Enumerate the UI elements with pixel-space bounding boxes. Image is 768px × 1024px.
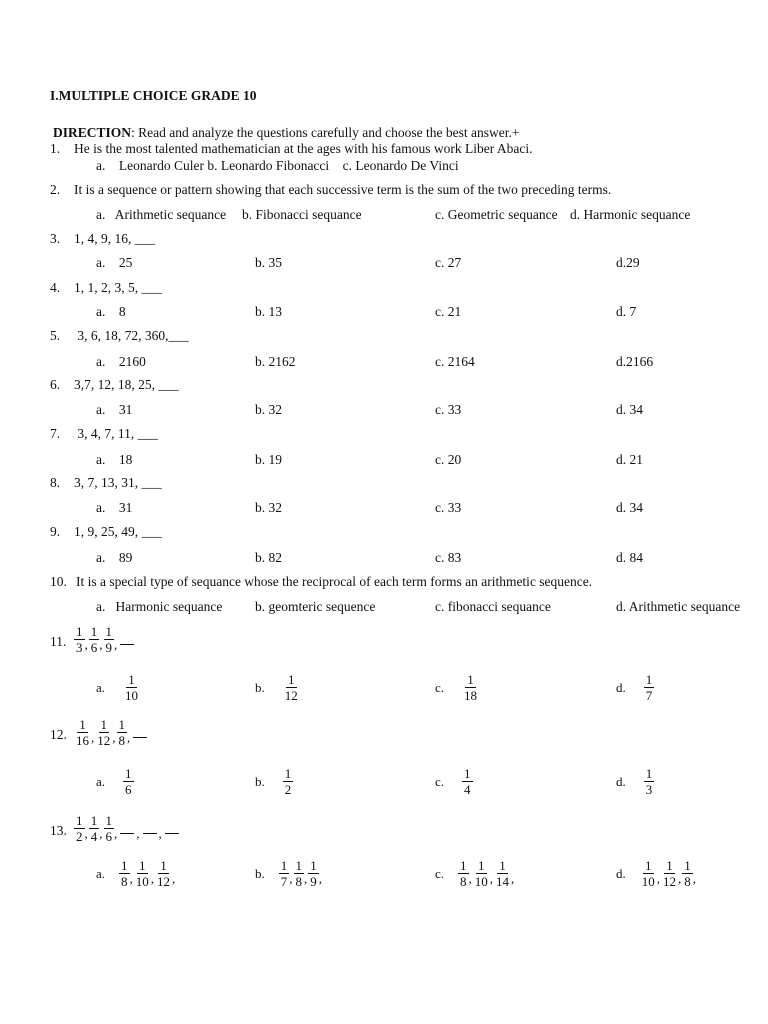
option-label: c.: [435, 679, 445, 695]
question-11-option-b[interactable]: [255, 673, 300, 702]
q12-term-3: [117, 717, 131, 748]
question-5-option-a[interactable]: a. 2160: [96, 354, 146, 369]
q11-term-2: [89, 624, 103, 655]
q13-opt-b-frac-3: [308, 859, 319, 888]
q12-opt-d-frac: [644, 767, 655, 796]
q11-opt-d-frac-denominator: 7: [645, 688, 653, 703]
comma-separator: ,: [318, 870, 322, 886]
question-5-option-b[interactable]: b. 2162: [255, 354, 296, 369]
comma-separator: ,: [136, 825, 140, 841]
question-8-option-d[interactable]: d. 34: [616, 500, 643, 515]
question-8-option-c[interactable]: c. 33: [435, 500, 462, 515]
answer-blank: [120, 833, 134, 834]
question-8-number: 8.: [50, 475, 61, 490]
q13-opt-d-frac-1-denominator: 10: [641, 874, 655, 889]
question-10-option-d[interactable]: d. Arithmetic sequance: [616, 599, 741, 614]
question-8-option-b[interactable]: b. 32: [255, 500, 282, 515]
question-4-number: 4.: [50, 280, 61, 295]
question-2-option-d[interactable]: d. Harmonic sequance: [570, 207, 691, 222]
comma-separator: ,: [84, 825, 88, 841]
question-6-text: 3,7, 12, 18, 25, ___: [74, 377, 179, 392]
question-2-option-b[interactable]: b. Fibonacci sequance: [242, 207, 362, 222]
comma-separator: ,: [172, 870, 176, 886]
q13-term-3: [104, 813, 118, 844]
question-13-number: 13.: [50, 823, 67, 838]
q13-opt-a-frac-1: [119, 859, 130, 888]
question-4-option-c[interactable]: c. 21: [435, 304, 462, 319]
question-5-text: 3, 6, 18, 72, 360,___: [74, 328, 189, 343]
question-5-number: 5.: [50, 328, 61, 343]
option-label: c.: [435, 865, 445, 881]
comma-separator: ,: [304, 870, 308, 886]
question-3-number: 3.: [50, 231, 61, 246]
comma-separator: ,: [692, 870, 696, 886]
comma-separator: ,: [84, 636, 88, 652]
q13-opt-c-frac-3: [494, 859, 511, 888]
q13-opt-c-frac-3-denominator: 14: [496, 874, 510, 889]
question-4-option-b[interactable]: b. 13: [255, 304, 282, 319]
option-label: b.: [255, 679, 265, 695]
q11-opt-b-frac-denominator: 12: [284, 688, 298, 703]
comma-separator: ,: [99, 825, 103, 841]
comma-separator: ,: [91, 729, 95, 745]
direction-label: DIRECTION: [53, 125, 132, 140]
option-label: d.: [616, 679, 626, 695]
question-2-option-c[interactable]: c. Geometric sequance: [435, 207, 558, 222]
question-10-option-c[interactable]: c. fibonacci sequance: [435, 599, 551, 614]
q13-opt-c-frac-3-numerator: 1: [499, 858, 506, 873]
question-11-sequence: [74, 625, 136, 654]
q12-opt-d-frac-denominator: 3: [645, 782, 653, 797]
question-1-text: He is the most talented mathematician at the ages with his famous work Liber Abaci.: [74, 141, 533, 156]
question-2-number: 2.: [50, 182, 61, 197]
q12-term-3-numerator: 1: [118, 717, 125, 732]
q13-opt-d-frac-2: [661, 859, 678, 888]
option-label: b.: [255, 773, 265, 789]
question-7-number: 7.: [50, 426, 61, 441]
q11-opt-c-frac-denominator: 18: [464, 688, 478, 703]
question-7-option-a[interactable]: a. 18: [96, 452, 133, 467]
question-9-option-b[interactable]: b. 82: [255, 550, 282, 565]
question-13-option-c[interactable]: [435, 859, 515, 888]
q11-opt-a-frac-denominator: 10: [125, 688, 139, 703]
question-12-option-a[interactable]: [96, 767, 134, 796]
question-11-option-d[interactable]: [616, 673, 654, 702]
comma-separator: ,: [656, 870, 660, 886]
q12-opt-b-frac: [283, 767, 294, 796]
option-label: b.: [255, 865, 265, 881]
option-label: a.: [96, 679, 106, 695]
q13-opt-b-frac-2-numerator: 1: [295, 858, 302, 873]
question-3-option-b[interactable]: b. 35: [255, 255, 282, 270]
q13-opt-a-frac-2-numerator: 1: [139, 858, 146, 873]
direction-text: : Read and analyze the questions carefully and choose the best answer.+: [131, 125, 520, 140]
q13-opt-c-frac-1-denominator: 8: [460, 874, 467, 889]
question-10-number: 10.: [50, 574, 67, 589]
question-7-text: 3, 4, 7, 11, ___: [74, 426, 158, 441]
option-label: c.: [435, 773, 445, 789]
q12-opt-a-frac: [123, 767, 134, 796]
option-label: a.: [96, 865, 106, 881]
q13-term-1: [74, 814, 85, 843]
question-12-option-b[interactable]: [255, 767, 293, 796]
q11-opt-d-frac: [644, 673, 655, 702]
question-3-option-c[interactable]: c. 27: [435, 255, 462, 270]
q12-term-3-denominator: 8: [118, 733, 125, 748]
q11-term-2-denominator: 6: [90, 640, 98, 655]
answer-blank: [143, 833, 157, 834]
question-6-option-d[interactable]: d. 34: [616, 402, 643, 417]
comma-separator: ,: [678, 870, 682, 886]
question-11-number: 11.: [50, 634, 67, 649]
comma-separator: ,: [112, 729, 116, 745]
q11-opt-c-frac-numerator: 1: [467, 672, 474, 687]
question-13-option-b[interactable]: [255, 859, 323, 888]
q12-term-1-denominator: 16: [76, 733, 89, 748]
q12-opt-d-frac-numerator: 1: [645, 766, 653, 781]
q12-opt-a-frac-numerator: 1: [125, 766, 132, 781]
q12-term-1: [74, 718, 91, 747]
question-5-option-c[interactable]: c. 2164: [435, 354, 475, 369]
question-3-option-a[interactable]: a. 25: [96, 255, 133, 270]
q11-term-1-denominator: 3: [76, 640, 83, 655]
q11-opt-a-frac: [123, 673, 140, 702]
question-11-option-c[interactable]: [435, 673, 479, 702]
q13-opt-d-frac-2-numerator: 1: [666, 858, 673, 873]
q13-opt-a-frac-2-denominator: 10: [135, 874, 149, 889]
question-12-number: 12.: [50, 727, 67, 742]
answer-blank: [165, 833, 179, 834]
question-7-option-c[interactable]: c. 20: [435, 452, 462, 467]
q12-term-2-denominator: 12: [97, 733, 111, 748]
question-13-option-a[interactable]: [96, 859, 176, 888]
question-8-option-a[interactable]: a. 31: [96, 500, 133, 515]
q13-term-3-denominator: 6: [105, 829, 112, 844]
q12-opt-c-frac-denominator: 4: [464, 782, 471, 797]
q13-opt-a-frac-3-numerator: 1: [160, 858, 167, 873]
q12-opt-c-frac: [462, 767, 473, 796]
q13-term-1-numerator: 1: [76, 813, 83, 828]
question-13-sequence: [74, 814, 181, 843]
q13-opt-c-frac-1: [458, 859, 469, 888]
comma-separator: ,: [129, 870, 133, 886]
q11-opt-b-frac: [283, 673, 300, 702]
q13-opt-b-frac-2-denominator: 8: [295, 874, 302, 889]
q11-term-1: [74, 625, 85, 654]
q12-term-1-numerator: 1: [79, 717, 86, 732]
comma-separator: ,: [150, 870, 155, 886]
q11-opt-d-frac-numerator: 1: [645, 672, 653, 687]
question-7-option-b[interactable]: b. 19: [255, 452, 282, 467]
q13-opt-d-frac-2-denominator: 12: [663, 874, 676, 889]
question-9-option-a[interactable]: a. 89: [96, 550, 133, 565]
comma-separator: ,: [289, 870, 293, 886]
q13-opt-d-frac-3: [682, 859, 693, 888]
question-3-text: 1, 4, 9, 16, ___: [74, 231, 155, 246]
question-12-option-c[interactable]: [435, 767, 473, 796]
q12-opt-b-frac-numerator: 1: [284, 766, 292, 781]
question-12-sequence: [74, 718, 149, 747]
question-4-text: 1, 1, 2, 3, 5, ___: [74, 280, 162, 295]
comma-separator: ,: [489, 870, 494, 886]
q12-opt-b-frac-denominator: 2: [284, 782, 292, 797]
q11-term-3-denominator: 9: [105, 640, 112, 655]
question-3-option-d[interactable]: d.29: [616, 255, 640, 270]
question-1-number: 1.: [50, 141, 61, 156]
q13-opt-c-frac-2: [473, 859, 490, 888]
question-1-options: a. Leonardo Culer b. Leonardo Fibonacci c. Leonardo De Vinci: [96, 158, 459, 173]
q11-term-1-numerator: 1: [76, 624, 83, 639]
q13-opt-d-frac-3-numerator: 1: [684, 858, 691, 873]
direction-line: [53, 126, 520, 140]
q13-term-2-denominator: 4: [90, 829, 98, 844]
q13-opt-d-frac-1: [640, 859, 657, 888]
q13-opt-c-frac-1-numerator: 1: [460, 858, 467, 873]
question-4-option-a[interactable]: a. 8: [96, 304, 126, 319]
page-title: I.MULTIPLE CHOICE GRADE 10: [50, 88, 257, 103]
question-8-text: 3, 7, 13, 31, ___: [74, 475, 162, 490]
question-6-option-b[interactable]: b. 32: [255, 402, 282, 417]
q13-opt-b-frac-1: [279, 858, 293, 889]
q13-opt-b-frac-2: [294, 858, 308, 889]
q13-opt-a-frac-1-numerator: 1: [121, 858, 128, 873]
q13-opt-a-frac-1-denominator: 8: [121, 874, 128, 889]
comma-separator: ,: [127, 729, 131, 745]
comma-separator: ,: [114, 825, 118, 841]
q13-opt-b-frac-1-denominator: 7: [280, 874, 288, 889]
q13-opt-a-frac-2: [134, 859, 151, 888]
question-10-text: It is a special type of sequance whose the reciprocal of each term forms an arithmetic sequence.: [76, 574, 593, 589]
comma-separator: ,: [99, 636, 103, 652]
q13-opt-c-frac-2-numerator: 1: [478, 858, 485, 873]
q11-term-3: [104, 624, 118, 655]
comma-separator: ,: [158, 825, 162, 841]
answer-blank: [133, 737, 147, 738]
question-13-option-d[interactable]: [616, 859, 697, 888]
q11-term-2-numerator: 1: [90, 624, 98, 639]
question-6-option-a[interactable]: a. 31: [96, 402, 133, 417]
option-label: a.: [96, 773, 106, 789]
question-9-number: 9.: [50, 524, 61, 539]
question-9-option-d[interactable]: d. 84: [616, 550, 643, 565]
q12-term-2: [95, 718, 112, 747]
question-10-option-a[interactable]: a. Harmonic sequance: [96, 599, 223, 614]
question-4-option-d[interactable]: d. 7: [616, 304, 637, 319]
q13-opt-a-frac-3: [155, 859, 172, 888]
q12-opt-c-frac-numerator: 1: [464, 766, 471, 781]
q13-opt-b-frac-3-numerator: 1: [310, 858, 317, 873]
q11-opt-c-frac: [462, 673, 479, 702]
q13-opt-c-frac-2-denominator: 10: [474, 874, 488, 889]
question-2-text: It is a sequence or pattern showing that each successive term is the sum of the two preceding terms.: [74, 182, 612, 197]
question-10-option-b[interactable]: b. geomteric sequence: [255, 599, 376, 614]
question-11-option-a[interactable]: [96, 673, 140, 702]
q13-term-2-numerator: 1: [90, 813, 98, 828]
answer-blank: [120, 644, 134, 645]
question-5-option-d[interactable]: d.2166: [616, 354, 654, 369]
option-label: d.: [616, 865, 626, 881]
q13-opt-a-frac-3-denominator: 12: [157, 874, 171, 889]
question-2-option-a[interactable]: a. Arithmetic sequance: [96, 207, 227, 222]
comma-separator: ,: [114, 636, 118, 652]
option-label: d.: [616, 773, 626, 789]
question-9-text: 1, 9, 25, 49, ___: [74, 524, 162, 539]
q12-opt-a-frac-denominator: 6: [125, 782, 132, 797]
question-12-option-d[interactable]: [616, 767, 654, 796]
q13-term-2: [89, 813, 103, 844]
q12-term-2-numerator: 1: [100, 717, 107, 732]
q13-opt-b-frac-3-denominator: 9: [310, 874, 317, 889]
q13-term-1-denominator: 2: [76, 829, 83, 844]
question-6-number: 6.: [50, 377, 61, 392]
q13-term-3-numerator: 1: [105, 813, 112, 828]
q13-opt-d-frac-1-numerator: 1: [645, 858, 652, 873]
q13-opt-d-frac-3-denominator: 8: [684, 874, 691, 889]
q11-term-3-numerator: 1: [105, 624, 112, 639]
q11-opt-a-frac-numerator: 1: [128, 672, 135, 687]
q11-opt-b-frac-numerator: 1: [288, 672, 295, 687]
question-6-option-c[interactable]: c. 33: [435, 402, 462, 417]
question-9-option-c[interactable]: c. 83: [435, 550, 462, 565]
question-7-option-d[interactable]: d. 21: [616, 452, 643, 467]
comma-separator: ,: [468, 870, 472, 886]
q13-opt-b-frac-1-numerator: 1: [280, 858, 288, 873]
comma-separator: ,: [511, 870, 515, 886]
